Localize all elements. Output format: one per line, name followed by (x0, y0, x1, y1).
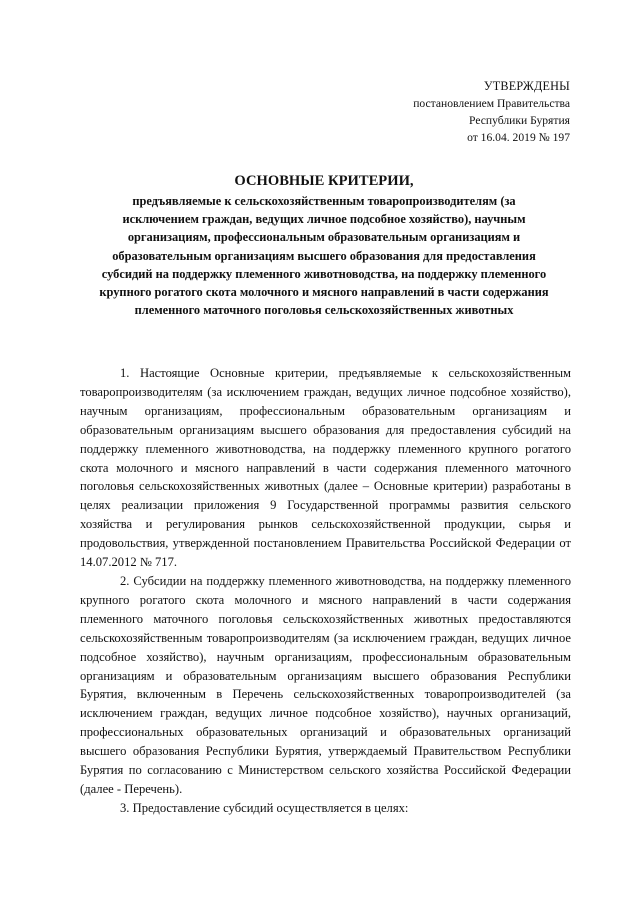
document-subtitle: предъявляемые к сельскохозяйственным товаропроизводителям (за исключением граждан, ведущих личное подсобное хозяйство), научным организациям, профессиональным образовательным организациям и образовательным организациям высшего образования для предоставления субсидий на поддержку племенного животноводства, на поддержку племенного крупного рогатого скота молочного и мясного направлений в части содержания племенного маточного поголовья сельскохозяйственных животных (99, 194, 549, 318)
document-title: ОСНОВНЫЕ КРИТЕРИИ, (234, 173, 414, 189)
document-title-block (96, 172, 552, 319)
approval-date-number: от 16.04. 2019 № 197 (467, 131, 570, 144)
paragraph-1: 1. Настоящие Основные критерии, предъявляемые к сельскохозяйственным товаропроизводителям (за исключением граждан, ведущих личное подсобное хозяйство), научным организациям, профессиональным образовательным организациям и образовательным организациям высшего образования для предоставления субсидий на поддержку племенного животноводства, на поддержку племенного крупного рогатого скота молочного и мясного направлений в части содержания племенного маточного поголовья сельскохозяйственных животных (далее – Основные критерии) разработаны в целях реализации приложения 9 Государственной программы развития сельского хозяйства и регулирования рынков сельскохозяйственной продукции, сырья и продовольствия, утвержденной постановлением Правительства Российской Федерации от 14.07.2012 № 717. (80, 366, 571, 570)
paragraph-2: 2. Субсидии на поддержку племенного животноводства, на поддержку племенного крупного рогатого скота молочного и мясного направлений в части содержания племенного маточного поголовья сельскохозяйственных животных предоставляются сельскохозяйственным товаропроизводителям (за исключением граждан, ведущих личное подсобное хозяйство), научным организациям, профессиональным образовательным организациям и образовательным организациям высшего образования Республики Бурятия, включенным в Перечень сельскохозяйственных товаропроизводителей (за исключением граждан, ведущих личное подсобное хозяйство), научных организаций, профессиональных образовательных организаций и образовательных организаций высшего образования Республики Бурятия, утверждаемый Правительством Республики Бурятия по согласованию с Министерством сельского хозяйства Российской Федерации (далее - Перечень). (80, 573, 571, 796)
paragraph-3: 3. Предоставление субсидий осуществляется в целях: (120, 800, 409, 815)
approval-decree-line: постановлением Правительства (413, 97, 570, 110)
approval-republic-line: Республики Бурятия (469, 114, 570, 127)
approval-heading: УТВЕРЖДЕНЫ (483, 79, 570, 93)
approval-stamp (413, 78, 570, 146)
document-body (80, 364, 571, 818)
